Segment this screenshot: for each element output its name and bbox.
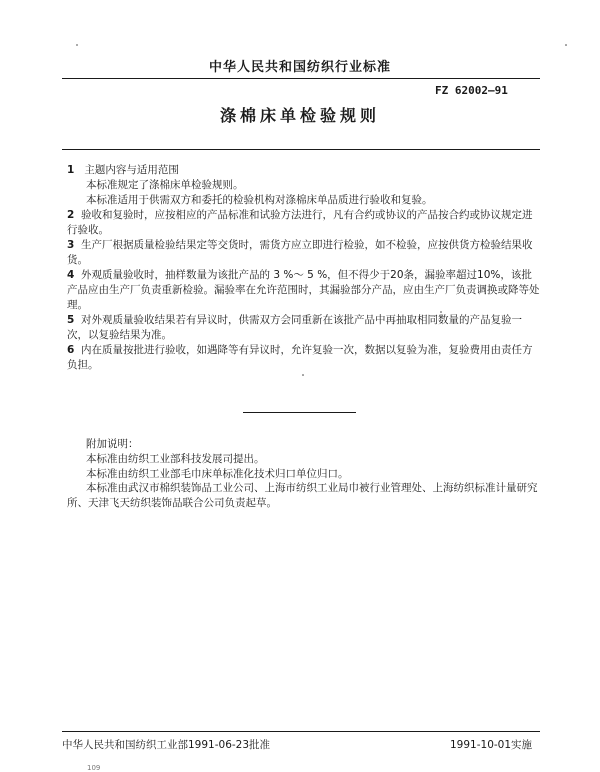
section-1-line-2: 本标准适用于供需双方和委托的检验机构对涤棉床单品质进行验收和复验。 bbox=[86, 194, 433, 206]
footer-rule bbox=[62, 731, 540, 732]
scan-speck bbox=[440, 311, 442, 313]
note-line-1: 本标准由纺织工业部科技发展司提出。 bbox=[86, 453, 265, 465]
issuing-organization: 中华人民共和国纺织行业标准 bbox=[208, 60, 391, 75]
note-line-2: 本标准由纺织工业部毛巾床单标准化技术归口单位归口。 bbox=[86, 468, 349, 480]
section-text: 外观质量验收时，抽样数量为该批产品的 3 %～ 5 %，但不得少于20条，漏验率超过10%，该批产品应由生产厂负责重新检验。漏验率在允许范围时，其漏验部分产品，应由生产厂负责调换或降等处理。 bbox=[67, 269, 540, 311]
section-text: 对外观质量验收结果若有异议时，供需双方会同重新在该批产品中再抽取相同数量的产品复验一次，以复验结果为准。 bbox=[67, 314, 522, 341]
section-1-heading-line bbox=[67, 163, 542, 178]
scan-speck bbox=[76, 44, 78, 46]
standard-code: FZ 62002—91 bbox=[435, 84, 508, 97]
section-text: 验收和复验时，应按相应的产品标准和试验方法进行，凡有合约或协议的产品按合约或协议规定进行验收。 bbox=[67, 209, 533, 236]
section-heading: 主题内容与适用范围 bbox=[84, 164, 179, 176]
document-title: 涤棉床单检验规则 bbox=[219, 106, 380, 125]
notes-heading: 附加说明： bbox=[86, 438, 139, 450]
section-3 bbox=[67, 238, 542, 268]
page-number: 109 bbox=[87, 764, 101, 772]
title-rule bbox=[62, 149, 540, 150]
approval-date: 中华人民共和国纺织工业部1991-06-23批准 bbox=[62, 739, 271, 751]
scan-speck bbox=[565, 44, 567, 46]
section-divider bbox=[243, 412, 356, 413]
section-number: 5 bbox=[67, 314, 75, 326]
section-number: 4 bbox=[67, 269, 75, 281]
section-number: 6 bbox=[67, 344, 75, 356]
section-text: 内在质量按批进行验收，如遇降等有异议时，允许复验一次，数据以复验为准，复验费用由责任方负担。 bbox=[67, 344, 533, 371]
note-line-3: 本标准由武汉市棉织装饰品工业公司、上海市纺织工业局巾被行业管理处、上海纺织标准计量研究所、天津飞天纺织装饰品联合公司负责起草。 bbox=[67, 482, 538, 509]
scan-speck bbox=[302, 374, 304, 376]
section-2 bbox=[67, 208, 542, 238]
section-1 bbox=[67, 163, 542, 208]
section-number: 3 bbox=[67, 239, 75, 251]
section-6 bbox=[67, 343, 542, 373]
section-text: 生产厂根据质量检验结果定等交货时，需货方应立即进行检验，如不检验，应按供货方检验结果收货。 bbox=[67, 239, 533, 266]
implementation-date: 1991-10-01实施 bbox=[450, 739, 533, 751]
section-number: 2 bbox=[67, 209, 75, 221]
section-4 bbox=[67, 268, 542, 313]
section-5 bbox=[67, 313, 542, 343]
section-1-line-1: 本标准规定了涤棉床单检验规则。 bbox=[86, 179, 244, 191]
header-rule bbox=[62, 78, 540, 79]
section-number: 1 bbox=[67, 164, 75, 176]
